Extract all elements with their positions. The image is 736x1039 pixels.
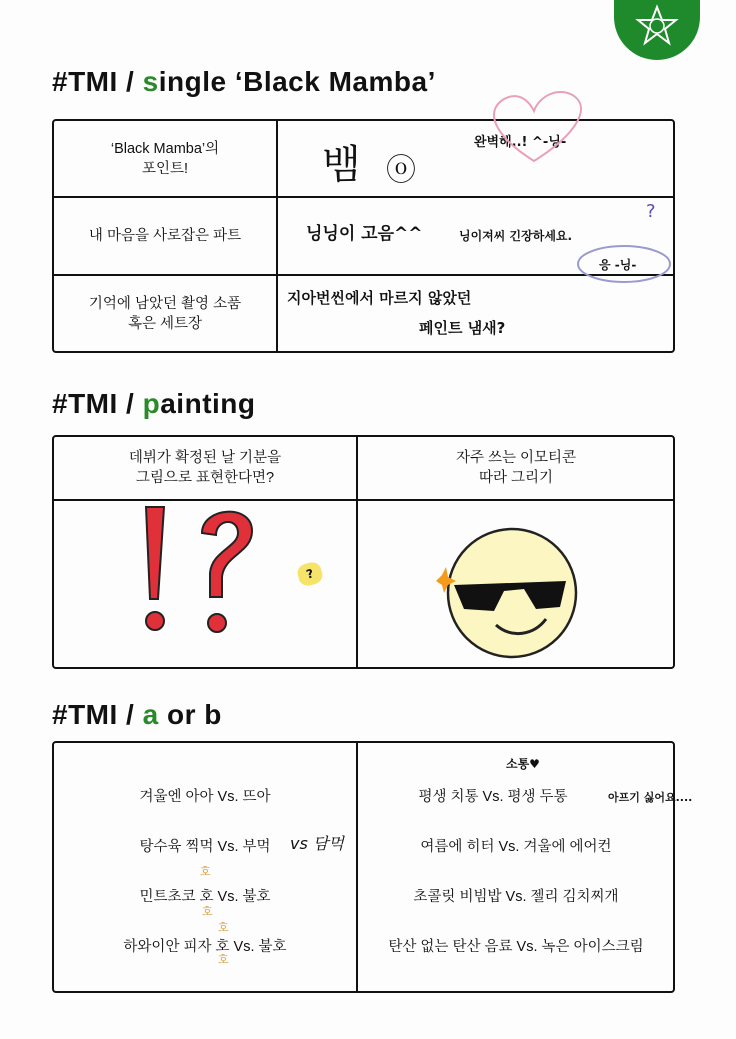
small-question-mark: ? [304, 566, 316, 582]
orange-mark: 호 [202, 905, 213, 918]
question-point: ‘Black Mamba’의 포인트! [110, 140, 220, 177]
reply-note: 응 -닝- [599, 258, 637, 272]
answer-note: 완벽해..! ^-닝- [474, 135, 567, 150]
left-option-2: 탕수육 찍먹 Vs. 부먹 [139, 839, 271, 855]
row-divider [54, 499, 673, 501]
answer-snake: 뱀 [322, 142, 361, 188]
sunglasses-smiley-icon [424, 523, 584, 663]
answer-note-2: 닝이져씨 긴장하세요. [459, 229, 573, 243]
a-or-b-table [52, 741, 693, 993]
heading-prefix: #TMI / [52, 66, 143, 97]
table-divider [276, 121, 278, 351]
left-option-3: 민트초코 호 Vs. 불호 [139, 889, 271, 905]
question-memorable-prop: 기억에 남았던 촬영 소품 혹은 세트장 [88, 296, 242, 332]
heading-prefix: #TMI / [52, 388, 143, 419]
orange-mark: 호 [218, 921, 229, 934]
right-note: 아프기 싫어요.... [608, 791, 693, 804]
heading-single [52, 66, 436, 98]
heading-accent: a [142, 699, 159, 730]
painting-table [52, 435, 675, 669]
right-top-note: 소통♥ [506, 757, 540, 771]
left-note-choice: vs 담먹 [290, 834, 344, 853]
question-debut-feeling: 데뷔가 확정된 날 기분을 그림으로 표현한다면? [128, 450, 282, 486]
left-option-1: 겨울엔 아아 Vs. 뜨아 [139, 789, 271, 805]
left-option-4: 하와이안 피자 호 Vs. 불호 [123, 939, 287, 955]
right-option-1: 평생 치통 Vs. 평생 두통 [418, 789, 568, 805]
single-table [52, 119, 675, 353]
question-mark-doodle: ? [646, 201, 656, 222]
heading-rest: ainting [160, 388, 256, 419]
heading-a-or-b [52, 699, 222, 731]
oval-doodle-icon [574, 239, 674, 289]
heading-painting [52, 388, 256, 420]
question-favorite-part: 내 마음을 사로잡은 파트 [88, 228, 242, 244]
question-emoticon: 자주 쓰는 이모티콘 따라 그리기 [455, 450, 577, 486]
heading-accent: p [142, 388, 161, 419]
right-option-2: 여름에 히터 Vs. 겨울에 에어컨 [420, 839, 612, 855]
corner-badge [614, 0, 700, 60]
heading-prefix: #TMI / [52, 699, 143, 730]
orange-mark: 호 [200, 865, 211, 878]
right-option-3: 초콜릿 비빔밥 Vs. 젤리 김치찌개 [413, 889, 619, 905]
answer-prop-line2: 페인트 냄새? [419, 319, 506, 337]
heading-rest: or b [158, 699, 222, 730]
heart-doodle-icon [474, 81, 594, 171]
right-option-4: 탄산 없는 탄산 음료 Vs. 녹은 아이스크림 [388, 939, 644, 955]
answer-prop-line1: 지아번씬에서 마르지 않았던 [287, 289, 472, 307]
star-emblem-icon [635, 4, 679, 48]
exclamation-question-drawing-icon [124, 503, 324, 643]
heading-accent: s [142, 66, 159, 97]
answer-high-note: 닝닝이 고음^^ [306, 224, 423, 244]
heading-rest: ingle ‘Black Mamba’ [158, 66, 436, 97]
swirl-icon: ⓞ [386, 153, 416, 188]
orange-mark: 호 [218, 953, 229, 966]
